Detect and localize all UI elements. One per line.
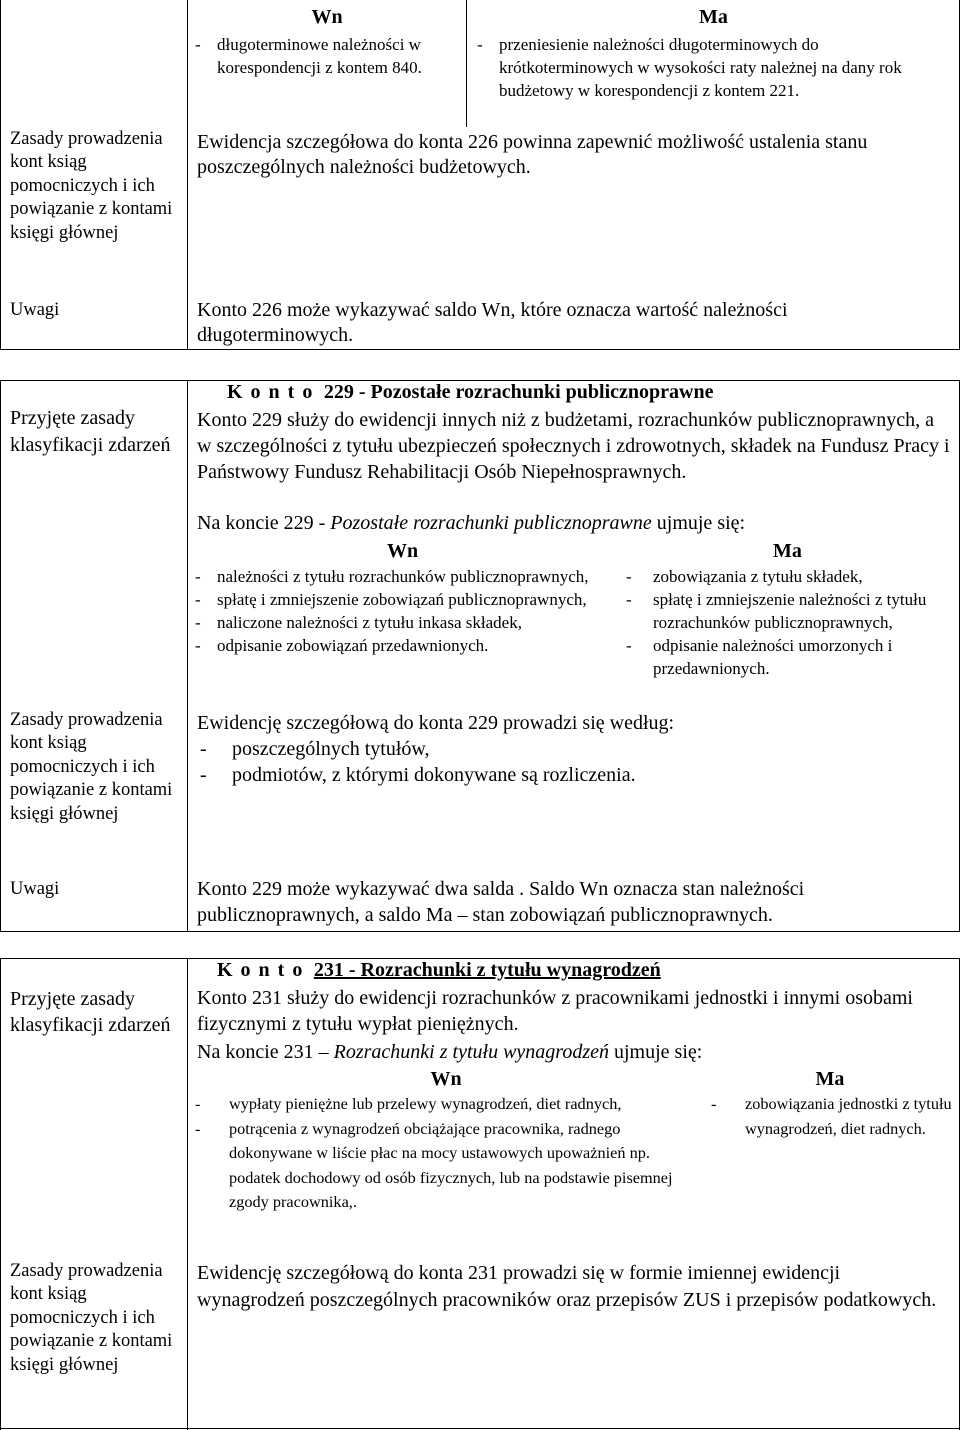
- uwagi-label: Uwagi: [10, 879, 60, 899]
- konto-229-intro: Konto 229 służy do ewidencji innych niż z budżetami, rozrachunków publicznoprawnych, a w szczególności z tytułu ubezpieczeń społecznych i zdrowotnych, składek na Fundusz Pracy i Państwowy Fundusz Rehabilitacji Osób Niepełnosprawnych.: [197, 409, 950, 483]
- list-item: - podmiotów, z którymi dokonywane są rozliczenia.: [197, 762, 937, 788]
- uwagi-text: Konto 226 może wykazywać saldo Wn, które oznacza wartość należności długoterminowych.: [197, 299, 788, 346]
- przyjete-label: Przyjęte zasady klasyfikacji zdarzeń: [10, 407, 171, 456]
- konto-231-intro: Konto 231 służy do ewidencji rozrachunków z pracownikami jednostki i innymi osobami fizycznymi z tytułu wypłat pieniężnych.: [197, 987, 913, 1035]
- list-item: - odpisanie zobowiązań przedawnionych.: [192, 634, 612, 657]
- list-item: - odpisanie należności umorzonych i przedawnionych.: [623, 634, 958, 680]
- list-item: - zobowiązania z tytułu składek,: [623, 565, 958, 588]
- ma-header: Ma: [815, 1068, 845, 1090]
- list-item: - naliczone należności z tytułu inkasa składek,: [192, 611, 612, 634]
- zasady-text: Ewidencję szczegółową do konta 231 prowadzi się w formie imiennej ewidencji wynagrodzeń poszczególnych pracowników oraz przepisów ZUS i przepisów podatkowych.: [197, 1262, 937, 1311]
- konto-231-title: K o n t o 231 - Rozrachunki z tytułu wynagrodzeń: [217, 959, 661, 981]
- wn-header: Wn: [386, 540, 419, 562]
- zasady-label: Zasady prowadzenia kont ksiąg pomocniczych i ich powiązanie z kontami księgi głównej: [10, 1261, 173, 1375]
- ma-list: [623, 565, 958, 680]
- uwagi-text: Konto 229 może wykazywać dwa salda . Saldo Wn oznacza stan należności publicznoprawnych, a saldo Ma – stan zobowiązań publicznoprawnych.: [197, 878, 805, 926]
- wn-header: Wn: [311, 6, 343, 28]
- ma-header: Ma: [773, 540, 802, 562]
- list-item: - spłatę i zmniejszenie zobowiązań publicznoprawnych,: [192, 588, 612, 611]
- ma-list: [708, 1092, 953, 1141]
- wn-list: [192, 565, 612, 657]
- ujmuje-line: Na koncie 231 – Rozrachunki z tytułu wynagrodzeń ujmuje się:: [197, 1041, 703, 1063]
- wn-list: [192, 1092, 692, 1215]
- zasady-text: Ewidencja szczegółowa do konta 226 powinna zapewnić możliwość ustalenia stanu poszczególnych należności budżetowych.: [197, 131, 868, 178]
- zasady-content: Ewidencję szczegółową do konta 229 prowadzi się według: - poszczególnych tytułów, - podmiotów, z którymi dokonywane są rozliczenia.: [197, 710, 937, 788]
- zasady-label: Zasady prowadzenia kont ksiąg pomocniczych i ich powiązanie z kontami księgi głównej: [10, 129, 173, 243]
- konto-229-title: K o n t o 229 - Pozostałe rozrachunki publicznoprawne: [227, 381, 714, 403]
- list-item: - potrącenia z wynagrodzeń obciążające pracownika, radnego dokonywane w liście płac na mocy ustawowych upoważnień np. podatek dochodowy od osób fizycznych, lub na podstawie pisemnej zgody pracownika,.: [192, 1117, 692, 1215]
- ma-item: - przeniesienie należności długoterminowych do krótkoterminowych w wysokości raty należnej na dany rok budżetowy w korespondencji z kontem 221.: [474, 33, 944, 102]
- list-item: - poszczególnych tytułów,: [197, 736, 937, 762]
- list-item: - należności z tytułu rozrachunków publicznoprawnych,: [192, 565, 612, 588]
- zasady-label: Zasady prowadzenia kont ksiąg pomocniczych i ich powiązanie z kontami księgi głównej: [10, 710, 173, 824]
- wn-item: - długoterminowe należności w korespondencji z kontem 840.: [192, 33, 457, 79]
- przyjete-label: Przyjęte zasady klasyfikacji zdarzeń: [10, 988, 171, 1036]
- ma-header: Ma: [699, 6, 728, 28]
- list-item: - spłatę i zmniejszenie należności z tytułu rozrachunków publicznoprawnych,: [623, 588, 958, 634]
- ujmuje-line: Na koncie 229 - Pozostałe rozrachunki publicznoprawne ujmuje się:: [197, 512, 746, 534]
- uwagi-label: Uwagi: [10, 300, 60, 320]
- wn-header: Wn: [430, 1068, 462, 1090]
- list-item: - wypłaty pieniężne lub przelewy wynagrodzeń, diet radnych,: [192, 1092, 692, 1117]
- list-item: - zobowiązania jednostki z tytułu wynagrodzeń, diet radnych.: [708, 1092, 953, 1141]
